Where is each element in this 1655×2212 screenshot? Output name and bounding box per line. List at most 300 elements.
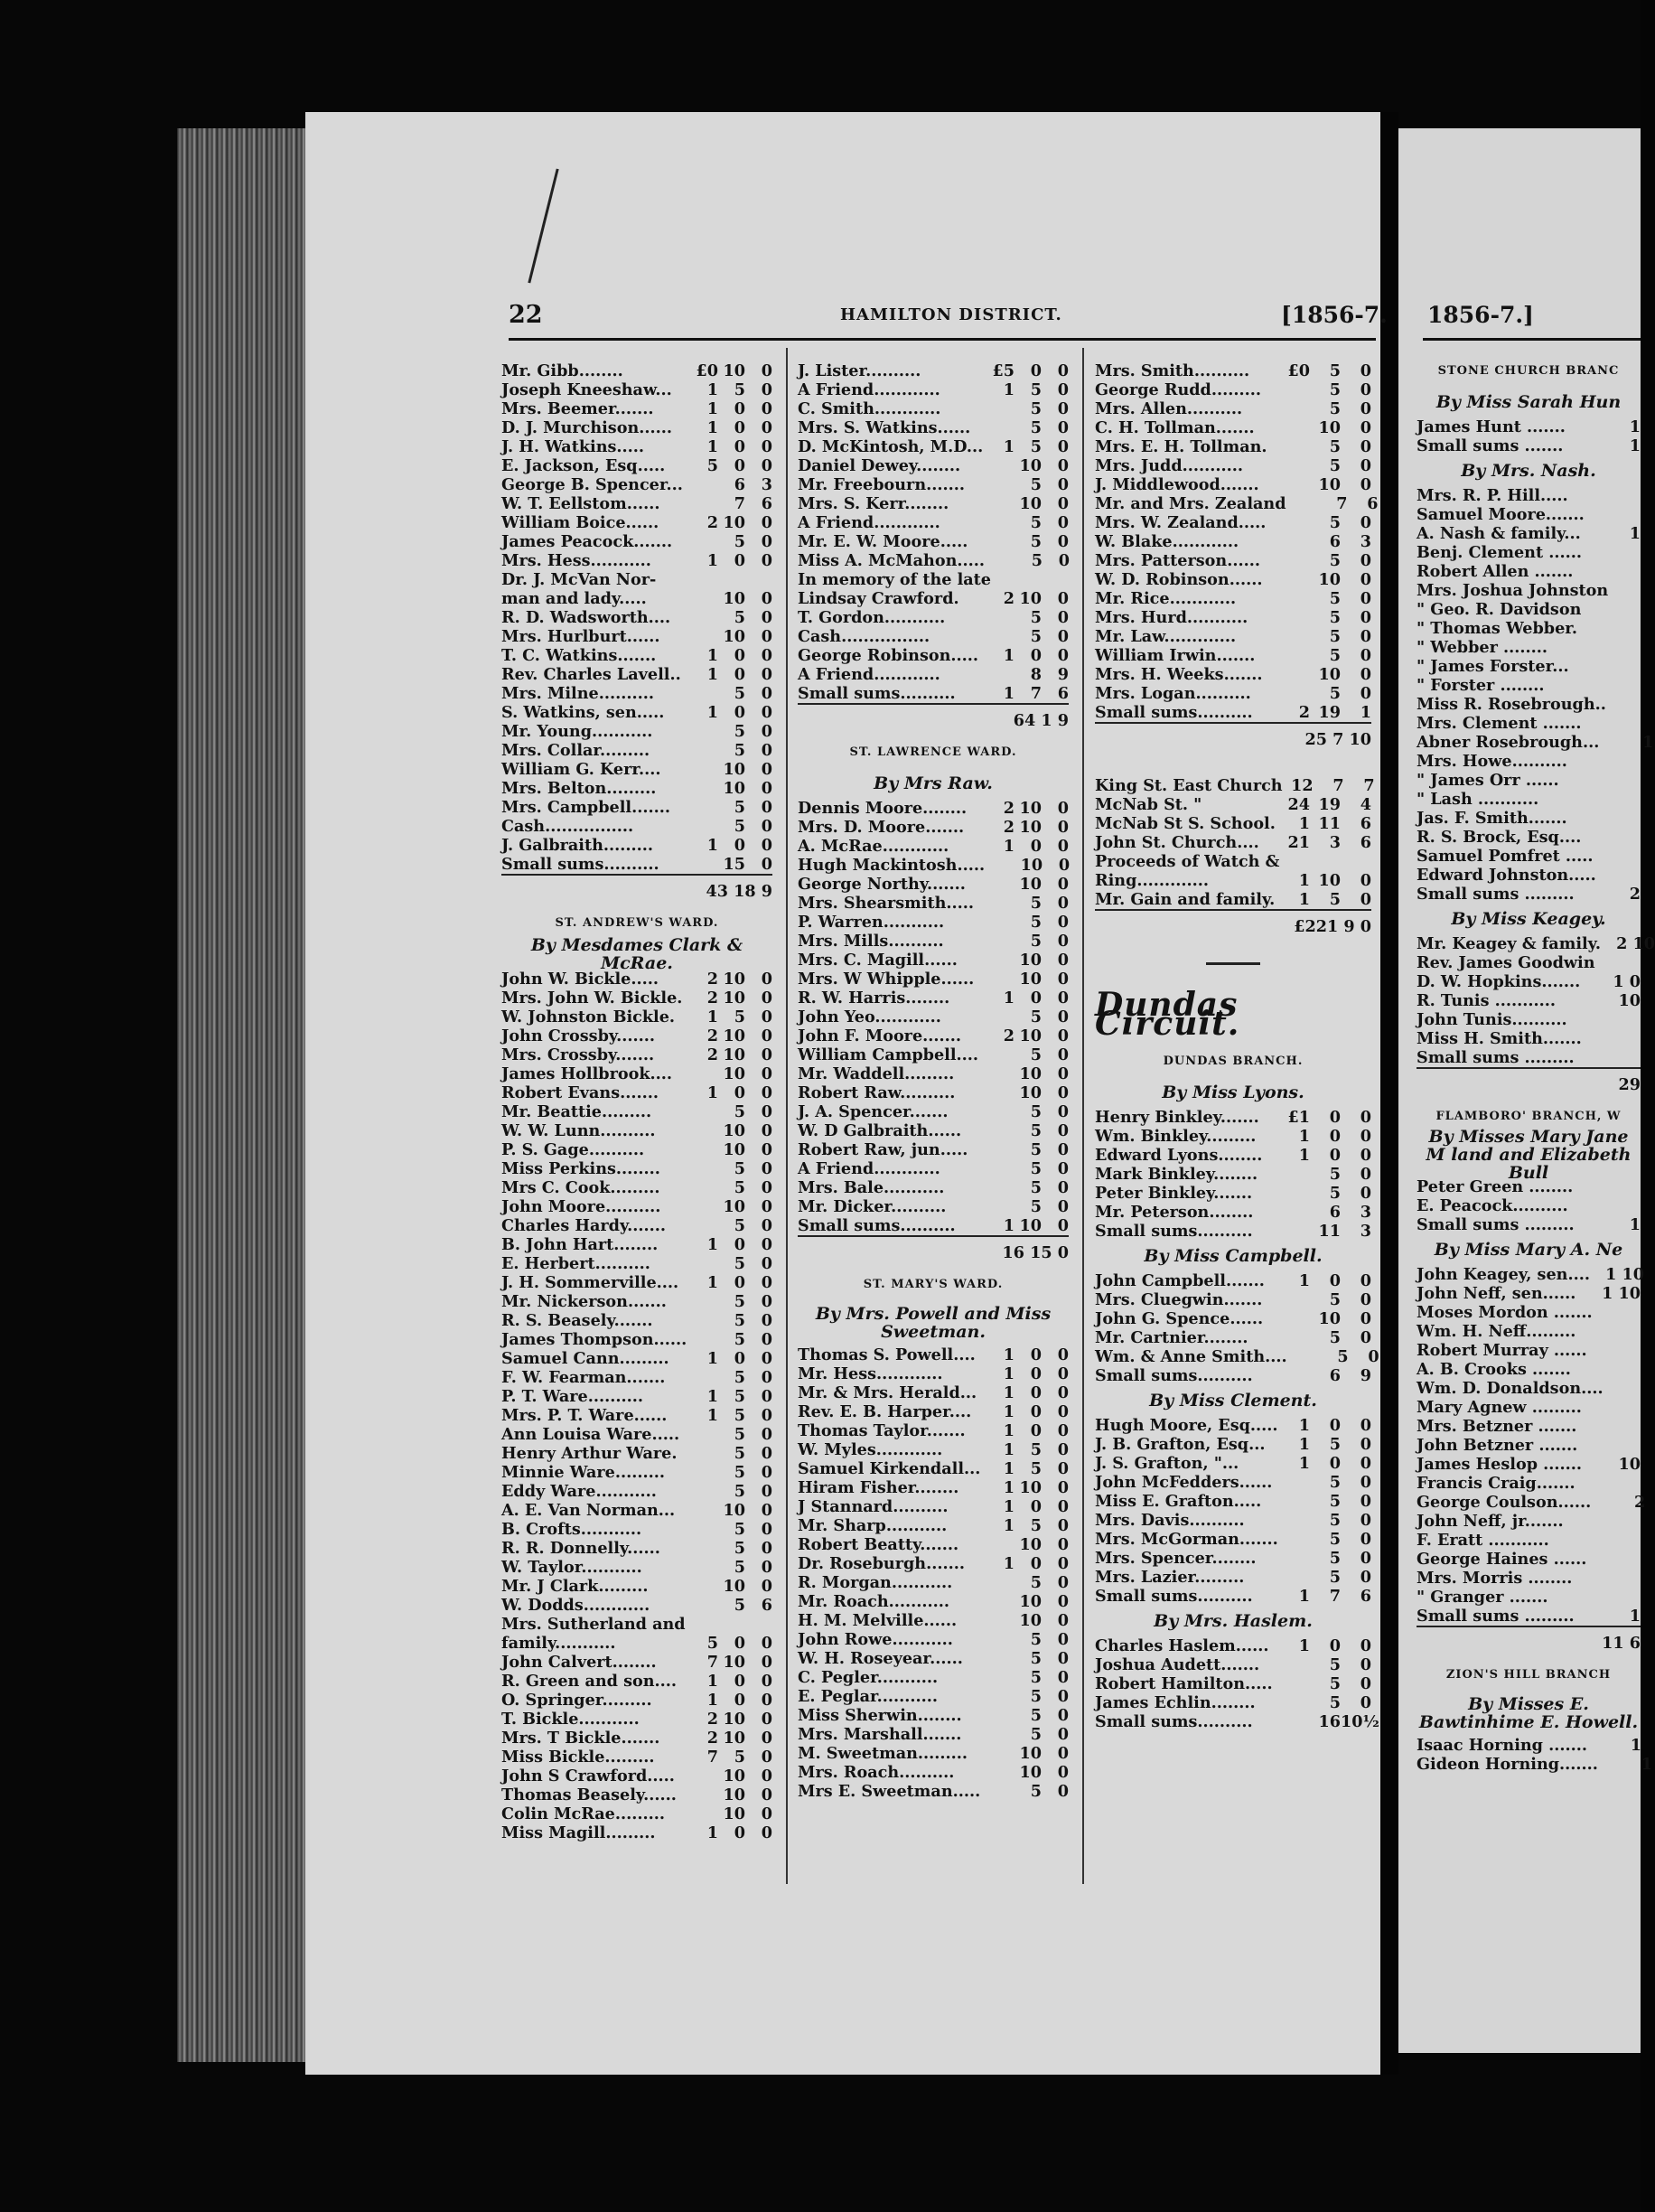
subscription-entry: [1095, 684, 1371, 703]
subscriber-name: Robert Raw..........: [798, 1083, 956, 1102]
amount-shillings: 5: [734, 1539, 745, 1558]
amount-pence: 0: [761, 627, 772, 646]
amount-shillings: 0: [734, 1691, 745, 1710]
amount-pence: 0: [1057, 1668, 1069, 1687]
subscription-entry: [798, 818, 1069, 837]
amount-pence: 7: [1363, 776, 1375, 795]
amount-shillings: 5: [734, 1596, 745, 1615]
subscriber-name: Mrs E. Sweetman.....: [798, 1782, 981, 1801]
subscription-entry: [1417, 714, 1641, 733]
subscriber-name: R. D. Wadsworth....: [501, 608, 671, 627]
subscription-entry: [501, 1178, 772, 1197]
subscriber-name: J. H. Watkins.....: [501, 437, 645, 456]
amount-shillings: 0: [1030, 1402, 1042, 1421]
subscription-entry: [501, 1008, 772, 1026]
amount-shillings: 5: [1030, 1121, 1042, 1140]
subscriber-name: D. W. Hopkins.......: [1417, 972, 1581, 991]
subscription-entry: [798, 380, 1069, 399]
subscription-entry: [501, 1121, 772, 1140]
subscription-entry: [1095, 1587, 1371, 1606]
subscription-entry: [1417, 524, 1641, 543]
subscriber-name: Dennis Moore........: [798, 799, 968, 818]
subscriber-name: J. H. Sommerville....: [501, 1273, 679, 1292]
collector-line: By Mrs. Nash.: [1461, 461, 1596, 481]
subscriber-name: Lindsay Crawford.: [798, 589, 959, 608]
subscription-entry: [798, 1121, 1069, 1140]
subscriber-name: John F. Moore.......: [798, 1026, 962, 1045]
subscription-entry: [1417, 1417, 1641, 1436]
subscriber-name: Mrs. Joshua Johnston: [1417, 581, 1609, 600]
amount-shillings: 5: [1031, 551, 1043, 570]
amount-shillings: 10: [1019, 1064, 1042, 1083]
subscription-entry: [798, 1197, 1069, 1216]
subscriber-name: W. D Galbraith......: [798, 1121, 962, 1140]
amount-shillings: 7: [1329, 1587, 1341, 1606]
amount-pounds: 2: [1003, 589, 1015, 608]
subscriber-name: John Tunis..........: [1417, 1010, 1567, 1029]
amount-shillings: 0: [734, 1273, 745, 1292]
amount-pounds: 1: [1003, 1478, 1015, 1497]
subscriber-name: Rev. E. B. Harper....: [798, 1402, 972, 1421]
subscriber-name: Peter Binkley.......: [1095, 1184, 1253, 1203]
subscription-entry: [798, 1383, 1069, 1402]
subscriber-name: James Hollbrook....: [501, 1064, 673, 1083]
subscription-entry: [501, 1596, 772, 1615]
amount-pence: 0: [1360, 1511, 1371, 1530]
amount-pence: 0: [1058, 856, 1071, 875]
amount-pence: 0: [1057, 589, 1069, 608]
amount-pence: 0: [761, 1804, 772, 1823]
subscriber-name: Small sums..........: [798, 1216, 956, 1235]
subscription-entry: [798, 456, 1069, 475]
subscription-entry: [1417, 1588, 1641, 1607]
subscriber-name: Cash................: [501, 817, 634, 836]
subscriber-name: George Coulson......: [1417, 1493, 1592, 1512]
amount-pence: 0: [1057, 361, 1069, 380]
amount-pence: 0: [1057, 1763, 1069, 1782]
subscriber-name: William Boice......: [501, 513, 659, 532]
amount-shillings: 5: [1329, 608, 1341, 627]
subscriber-name: J. Galbraith.........: [501, 836, 654, 855]
subscriber-name: John McFedders......: [1095, 1473, 1273, 1492]
amount-pence: 0: [761, 1216, 772, 1235]
subscription-entry: [1095, 1530, 1371, 1549]
amount-pence: 0: [1057, 437, 1069, 456]
amount-shillings: 5: [1030, 1197, 1042, 1216]
amount-pounds: 1: [1003, 837, 1015, 856]
amount-shillings: 5: [734, 1444, 745, 1463]
section-heading: ST. LAWRENCE WARD.: [849, 745, 1017, 759]
amount-shillings: 0: [734, 456, 745, 475]
subscription-entry: [501, 1425, 772, 1444]
subscription-entry: [1417, 1493, 1646, 1512]
subscriber-name: W. H. Roseyear......: [798, 1649, 963, 1668]
section-total: 25 7 10: [1095, 722, 1371, 755]
subscriber-name: John Neff, jr.......: [1417, 1512, 1564, 1531]
amount-shillings: 5: [734, 1178, 745, 1197]
amount-pence: 0: [1057, 1630, 1069, 1649]
subscriber-name: " Forster ........: [1417, 676, 1545, 695]
subscriber-name: John Yeo............: [798, 1008, 941, 1026]
subscription-entry: [1095, 1492, 1371, 1511]
amount-shillings: 10: [723, 1140, 745, 1159]
subscription-entry: [1095, 665, 1371, 684]
subscription-entry: [1095, 776, 1375, 795]
amount-shillings: 7: [1332, 776, 1344, 795]
amount-shillings: 5: [734, 532, 745, 551]
subscriber-name: Mrs. Milne..........: [501, 684, 654, 703]
subscription-entry: [1095, 1416, 1371, 1435]
subscription-entry: [1417, 1215, 1641, 1234]
amount-pounds: 2: [1634, 1493, 1646, 1512]
amount-pence: 0: [1057, 970, 1069, 989]
amount-shillings: 5: [1030, 1045, 1042, 1064]
subscriber-name: James Hunt .......: [1417, 417, 1566, 436]
amount-shillings: 5: [1030, 1102, 1042, 1121]
subscription-entry: [1417, 953, 1641, 972]
amount-pence: 0: [1360, 1108, 1371, 1127]
subscriber-name: Mrs. Shearsmith.....: [798, 894, 975, 913]
subscriber-name: Wm. H. Neff.........: [1417, 1322, 1576, 1341]
subscriber-name: Mrs. E. H. Tollman.: [1095, 437, 1267, 456]
subscriber-name: F. W. Fearman.......: [501, 1368, 666, 1387]
subscriber-name: Mrs. Sutherland and: [501, 1615, 686, 1634]
amount-shillings: 0: [734, 703, 745, 722]
amount-shillings: 10: [723, 1026, 745, 1045]
subscriber-name: Small sums..........: [1095, 1712, 1253, 1731]
subscriber-name: George B. Spencer...: [501, 475, 683, 494]
amount-shillings: 11: [1318, 814, 1341, 833]
amount-shillings: 5: [1329, 1655, 1341, 1674]
subscription-entry: [1095, 1712, 1379, 1731]
amount-shillings: 10: [723, 1767, 745, 1786]
subscriber-name: Moses Mordon .......: [1417, 1303, 1593, 1322]
subscription-entry: [1095, 1146, 1371, 1165]
amount-shillings: 5: [1329, 1435, 1341, 1454]
amount-pence: 0: [1057, 1345, 1069, 1364]
amount-pounds: 2: [1629, 885, 1641, 904]
amount-pence: 0: [761, 1159, 772, 1178]
amount-pence: 0: [1057, 456, 1069, 475]
amount-pence: 0: [1057, 1478, 1069, 1497]
amount-pounds: 7: [706, 1748, 718, 1767]
subscription-entry: [501, 475, 772, 494]
amount-shillings: 5: [734, 1008, 745, 1026]
subscription-entry: [501, 1387, 772, 1406]
subscription-entry: [798, 1611, 1069, 1630]
subscriber-name: George Northy.......: [798, 875, 966, 894]
subscription-entry: [1095, 814, 1371, 833]
amount-pence: 0: [1057, 989, 1069, 1008]
amount-pence: 0: [1057, 627, 1069, 646]
amount-shillings: 0: [734, 551, 745, 570]
amount-shillings: 0: [1329, 1146, 1341, 1165]
subscription-entry: [1417, 934, 1655, 953]
subscription-entry: [798, 418, 1069, 437]
subscription-entry: [798, 1140, 1069, 1159]
subscription-entry: [798, 570, 1069, 589]
amount-pence: 0: [1360, 1549, 1371, 1568]
subscriber-name: George Rudd.........: [1095, 380, 1261, 399]
subscriber-name: E. Peacock..........: [1417, 1196, 1568, 1215]
subscription-entry: [501, 817, 772, 836]
amount-pence: 0: [761, 1045, 772, 1064]
amount-pounds: 1: [1298, 1271, 1310, 1290]
amount-pence: 0: [761, 1349, 772, 1368]
subscription-entry: [501, 361, 772, 380]
amount-pence: 0: [1057, 1140, 1069, 1159]
subscriber-name: Mrs. D. Moore.......: [798, 818, 965, 837]
subscriber-name: Eddy Ware...........: [501, 1482, 657, 1501]
subscription-entry: [1417, 417, 1641, 436]
amount-shillings: 5: [734, 741, 745, 760]
subscription-entry: [798, 951, 1069, 970]
amount-shillings: 0: [1030, 1383, 1042, 1402]
subscription-entry: [501, 1672, 772, 1691]
amount-pence: 0: [761, 836, 772, 855]
subscriber-name: W. W. Lunn..........: [501, 1121, 656, 1140]
subscriber-name: Mr. Peterson........: [1095, 1203, 1254, 1222]
amount-shillings: 10: [723, 1729, 745, 1748]
subscription-entry: [1095, 437, 1371, 456]
section-heading: ST. ANDREW'S WARD.: [555, 915, 719, 930]
subscriber-name: R. W. Harris........: [798, 989, 950, 1008]
subscriber-name: Miss Perkins........: [501, 1159, 660, 1178]
subscriber-name: Charles Haslem......: [1095, 1636, 1269, 1655]
subscriber-name: Hiram Fisher........: [798, 1478, 959, 1497]
amount-pounds: £0: [1287, 361, 1310, 380]
amount-shillings: 10: [723, 1577, 745, 1596]
amount-pounds: 1: [1003, 1402, 1015, 1421]
amount-pence: 0: [761, 1178, 772, 1197]
subscriber-name: Wm. & Anne Smith....: [1095, 1347, 1287, 1366]
amount-pounds: 1: [1003, 1345, 1015, 1364]
subscriber-name: Thomas S. Powell....: [798, 1345, 976, 1364]
subscriber-name: Small sums..........: [1095, 1366, 1253, 1385]
subscription-entry: [798, 1630, 1069, 1649]
column-divider-2: [1082, 348, 1084, 1884]
amount-pounds: 1: [1641, 1755, 1652, 1774]
column-divider-1: [786, 348, 788, 1884]
amount-shillings: 5: [1329, 1549, 1341, 1568]
subscription-entry: [798, 1364, 1069, 1383]
subscriber-name: Mrs C. Cook.........: [501, 1178, 660, 1197]
amount-pence: 0: [761, 1691, 772, 1710]
amount-pence: 0: [1360, 1530, 1371, 1549]
amount-pence: 0: [1057, 1402, 1069, 1421]
subscriber-name: William G. Kerr....: [501, 760, 661, 779]
subscriber-name: W. Taylor...........: [501, 1558, 642, 1577]
amount-shillings: 5: [1030, 513, 1042, 532]
amount-shillings: 0: [1329, 1454, 1341, 1473]
subscriber-name: Henry Arthur Ware.: [501, 1444, 678, 1463]
amount-pence: 0: [761, 817, 772, 836]
amount-pounds: 1: [1003, 1216, 1015, 1235]
amount-shillings: 0: [734, 399, 745, 418]
amount-pence: 0: [1360, 1568, 1371, 1587]
subscription-entry: [1095, 1328, 1371, 1347]
subscription-entry: [798, 875, 1069, 894]
amount-shillings: 10: [1019, 1026, 1042, 1045]
subscription-entry: [1417, 1607, 1641, 1626]
amount-pence: 0: [761, 760, 772, 779]
subscriber-name: Small sums .........: [1417, 1048, 1575, 1067]
subscriber-name: W. Johnston Bickle.: [501, 1008, 676, 1026]
subscriber-name: Mrs. Judd...........: [1095, 456, 1243, 475]
subscription-entry: [1417, 1322, 1641, 1341]
amount-shillings: 5: [1329, 1328, 1341, 1347]
subscriber-name: Isaac Horning .......: [1417, 1736, 1587, 1755]
subscriber-name: T. Gordon...........: [798, 608, 946, 627]
subscriber-name: Mrs. McGorman.......: [1095, 1530, 1278, 1549]
section-total: 16 15 0: [798, 1235, 1069, 1268]
subscriber-name: J. S. Grafton, "...: [1095, 1454, 1239, 1473]
amount-pence: 0: [1057, 1045, 1069, 1064]
amount-pounds: 24: [1287, 795, 1310, 814]
subscriber-name: Small sums .......: [1417, 436, 1564, 455]
subscription-entry: [798, 1026, 1069, 1045]
amount-shillings: 5: [1030, 475, 1042, 494]
amount-pence: 0: [1360, 1492, 1371, 1511]
amount-shillings: 10: [1019, 799, 1042, 818]
subscription-entry: [501, 1482, 772, 1501]
collector-line: By Mrs Raw.: [874, 773, 993, 793]
subscriber-name: Robert Allen .......: [1417, 562, 1574, 581]
amount-shillings: 10: [1019, 1478, 1042, 1497]
amount-pounds: 1: [706, 1273, 718, 1292]
amount-pounds: 1: [706, 836, 718, 855]
amount-pounds: 1: [1003, 1516, 1015, 1535]
section-heading: DUNDAS BRANCH.: [1163, 1054, 1304, 1068]
amount-pence: 0: [1057, 1554, 1069, 1573]
amount-shillings: 5: [1030, 1459, 1042, 1478]
subscription-entry: [1095, 1309, 1371, 1328]
section-heading: ZION'S HILL BRANCH: [1445, 1667, 1612, 1682]
amount-pounds: 1 0: [1613, 972, 1641, 991]
amount-shillings: 0: [1030, 1345, 1042, 1364]
header-rule-left: [509, 338, 1376, 341]
amount-shillings: 10: [1019, 589, 1042, 608]
amount-pence: 0: [1057, 1216, 1069, 1235]
amount-pence: 0: [1360, 513, 1371, 532]
subscription-entry: [798, 437, 1069, 456]
amount-shillings: 5: [734, 798, 745, 817]
subscription-entry: [1095, 646, 1371, 665]
subscriber-name: R. R. Donnelly......: [501, 1539, 660, 1558]
subscriber-name: Mrs. Logan..........: [1095, 684, 1251, 703]
subscriber-name: S. Watkins, sen.....: [501, 703, 665, 722]
subscriber-name: Wm. Binkley.........: [1095, 1127, 1257, 1146]
amount-pence: 0: [761, 1121, 772, 1140]
subscriber-name: P. T. Ware..........: [501, 1387, 643, 1406]
subscriber-name: Charles Hardy.......: [501, 1216, 667, 1235]
subscription-entry: [798, 1083, 1069, 1102]
subscriber-name: F. Eratt ...........: [1417, 1531, 1549, 1550]
amount-pounds: 1: [1298, 890, 1310, 909]
subscription-entry: [1095, 1366, 1371, 1385]
subscription-entry: [1095, 1454, 1371, 1473]
short-rule: [1095, 942, 1371, 985]
amount-pence: 0: [1057, 1516, 1069, 1535]
amount-shillings: 5: [1329, 513, 1341, 532]
amount-pounds: 1: [1298, 1127, 1310, 1146]
amount-pence: 0: [1360, 1454, 1371, 1473]
amount-shillings: 5: [1030, 608, 1042, 627]
subscriber-name: Mrs. Betzner .......: [1417, 1417, 1577, 1436]
subscriber-name: Mrs. Clement .......: [1417, 714, 1582, 733]
amount-pence: 0: [1057, 608, 1069, 627]
amount-pence: 0: [1057, 1102, 1069, 1121]
amount-pounds: 2: [1003, 818, 1015, 837]
amount-shillings: 10: [723, 1653, 745, 1672]
subscriber-name: Mr. Dicker..........: [798, 1197, 947, 1216]
subscriber-name: Mr. Roach...........: [798, 1592, 950, 1611]
page-number: 22: [509, 300, 543, 329]
amount-pence: 0: [1360, 1328, 1371, 1347]
amount-shillings: 5: [1329, 890, 1341, 909]
amount-shillings: 10: [723, 760, 745, 779]
amount-shillings: 5: [1337, 1347, 1349, 1366]
amount-pence: 0: [1360, 1271, 1371, 1290]
subscription-entry: [798, 1592, 1069, 1611]
amount-shillings: 10: [1019, 875, 1042, 894]
amount-shillings: 10: [1019, 970, 1042, 989]
subscription-entry: [1095, 1108, 1371, 1127]
amount-pounds: 1: [1642, 733, 1654, 752]
subscription-entry: [1417, 1029, 1641, 1048]
amount-shillings: 5: [734, 817, 745, 836]
collector-line: By Mrs. Haslem.: [1154, 1611, 1313, 1631]
amount-pounds: 1: [706, 1349, 718, 1368]
subscriber-name: O. Springer.........: [501, 1691, 652, 1710]
subscriber-name: John St. Church....: [1095, 833, 1259, 852]
subscription-entry: [501, 589, 772, 608]
header-rule-right: [1423, 338, 1641, 341]
subscriber-name: Mrs. S. Watkins......: [798, 418, 971, 437]
subscription-entry: [501, 1615, 772, 1634]
amount-shillings: 5: [734, 380, 745, 399]
amount-pence: 0: [1360, 589, 1371, 608]
amount-pounds: 1: [706, 418, 718, 437]
subscriber-name: Mr. Gain and family.: [1095, 890, 1276, 909]
amount-pence: 0: [1360, 684, 1371, 703]
amount-shillings: 10: [723, 1121, 745, 1140]
amount-shillings: 0: [734, 1634, 745, 1653]
subscription-entry: [501, 1767, 772, 1786]
subscription-entry: [1095, 703, 1371, 722]
subscriber-name: R. S. Beasely.......: [501, 1311, 653, 1330]
amount-pence: 0: [1057, 799, 1069, 818]
amount-pence: 0: [1057, 532, 1069, 551]
subscription-entry: [798, 1421, 1069, 1440]
subscription-entry: [1417, 676, 1641, 695]
amount-pounds: 12: [1291, 776, 1314, 795]
subscriber-name: Small sums..........: [798, 684, 956, 703]
amount-shillings: 5: [734, 1292, 745, 1311]
amount-pence: 0: [761, 1197, 772, 1216]
amount-shillings: 5: [734, 1102, 745, 1121]
amount-pence: 0: [1057, 380, 1069, 399]
subscription-entry: [501, 1748, 772, 1767]
amount-pence: 0: [1360, 890, 1371, 909]
subscription-entry: [798, 494, 1069, 513]
amount-shillings: 7: [1030, 684, 1042, 703]
column-2: [798, 361, 1069, 1801]
amount-shillings: 15: [723, 855, 745, 874]
subscription-entry: [501, 1083, 772, 1102]
amount-shillings: 0: [1030, 646, 1042, 665]
subscriber-name: Samuel Pomfret .....: [1417, 847, 1594, 866]
